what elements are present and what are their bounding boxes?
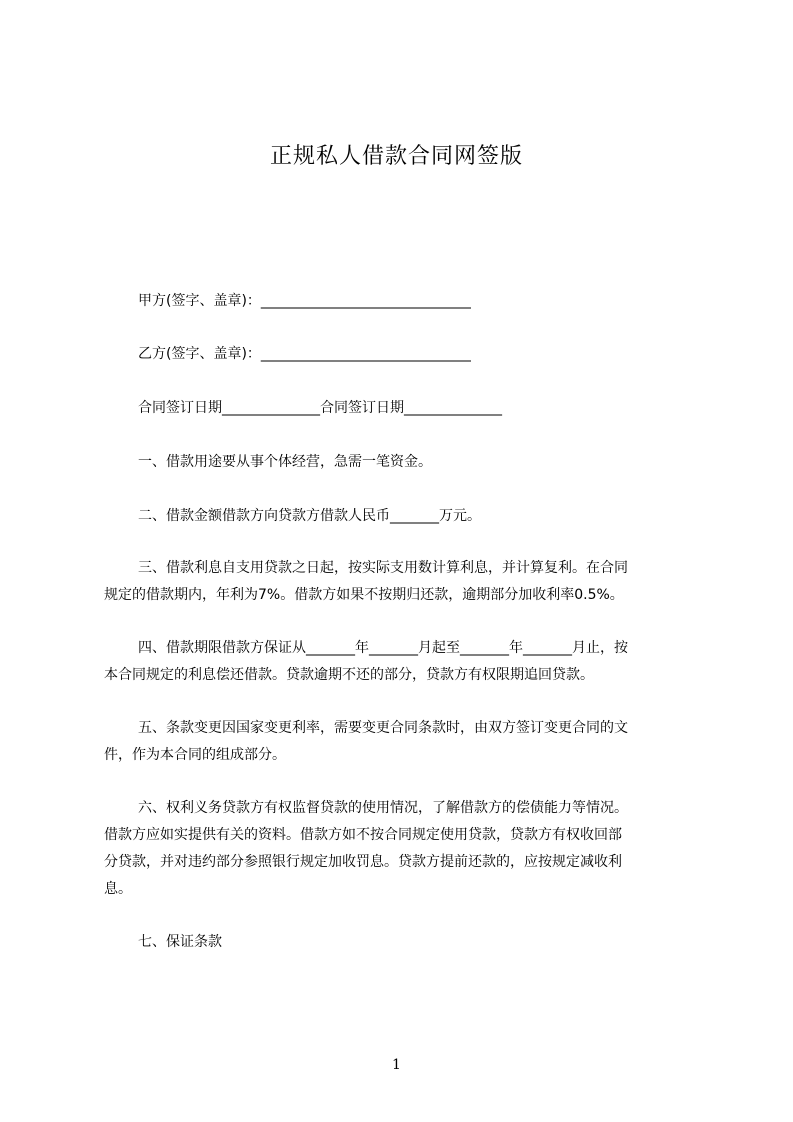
clause-6-rights-line-2: 借款方应如实提供有关的资料。借款方如不按合同规定使用贷款，贷款方有权收回部	[104, 827, 622, 843]
clause-6-rights-line-1: 六、权利义务贷款方有权监督贷款的使用情况，了解借款方的偿债能力等情况。	[138, 800, 628, 816]
clause-1-purpose: 一、借款用途要从事个体经营，急需一笔资金。	[138, 454, 432, 470]
clause-5-change-line-1: 五、条款变更因国家变更利率，需要变更合同条款时，由双方签订变更合同的文	[138, 720, 628, 736]
clause-7-guarantee: 七、保证条款	[138, 934, 222, 950]
party-b-signature-line: 乙方(签字、盖章)：______________________________	[138, 346, 471, 362]
clause-4-term-line-2: 本合同规定的利息偿还借款。贷款逾期不还的部分，贷款方有权限期追回贷款。	[104, 667, 594, 683]
clause-3-interest-line-2: 规定的借款期内，年利为7%。借款方如果不按期归还款，逾期部分加收利率0.5%。	[104, 587, 624, 603]
clause-5-change-line-2: 件，作为本合同的组成部分。	[104, 747, 286, 763]
contract-date-line: 合同签订日期______________合同签订日期______________	[138, 400, 502, 416]
clause-6-rights-line-4: 息。	[104, 881, 132, 897]
clause-2-amount: 二、借款金额借款方向贷款方借款人民币_______万元。	[138, 508, 481, 524]
page-number: 1	[392, 1057, 401, 1073]
party-a-signature-line: 甲方(签字、盖章)：______________________________	[138, 293, 471, 309]
clause-6-rights-line-3: 分贷款，并对违约部分参照银行规定加收罚息。贷款方提前还款的，应按规定减收利	[104, 854, 622, 870]
clause-4-term-line-1: 四、借款期限借款方保证从_______年_______月起至_______年_______月止，按	[138, 640, 628, 656]
clause-3-interest-line-1: 三、借款利息自支用贷款之日起，按实际支用数计算利息，并计算复利。在合同	[138, 560, 628, 576]
document-title: 正规私人借款合同网签版	[269, 144, 523, 169]
